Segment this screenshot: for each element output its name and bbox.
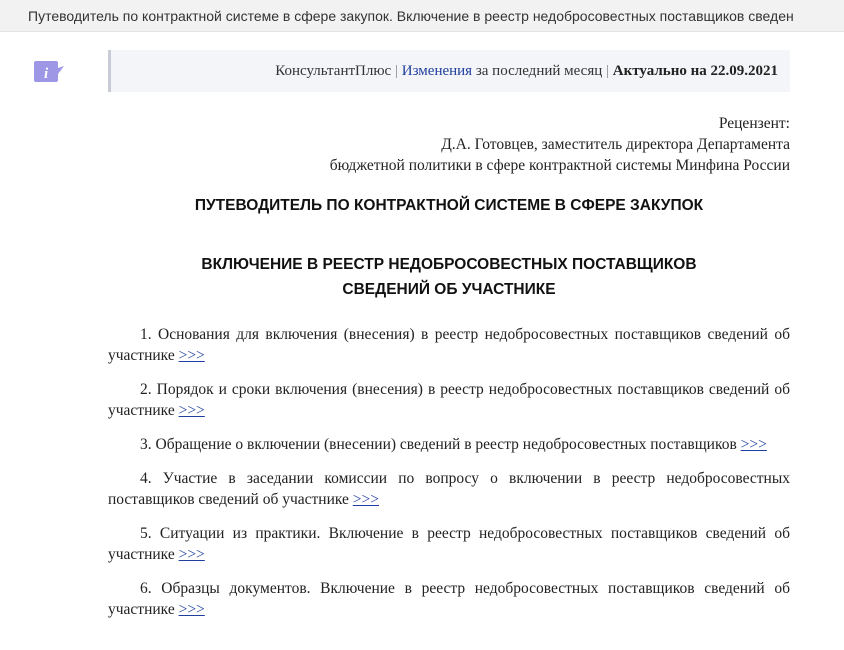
list-item-text: 3. Обращение о включении (внесении) сведений в реестр недобросовестных поставщиков [140,436,741,453]
list-item-link[interactable]: >>> [178,546,205,563]
list-item-text: 5. Ситуации из практики. Включение в реестр недобросовестных поставщиков сведений об участнике [108,525,790,563]
section-title-line-2: СВЕДЕНИЙ ОБ УЧАСТНИКЕ [342,281,556,298]
window-title: Путеводитель по контрактной системе в сфере закупок. Включение в реестр недобросовестных поставщиков сведен [0,0,844,32]
section-title [108,252,790,302]
list-item-link[interactable]: >>> [352,491,380,508]
separator: | [606,63,610,79]
reviewer-line-2: бюджетной политики в сфере контрактной системы Минфина России [329,157,790,174]
separator: | [394,63,398,79]
svg-text:i: i [44,66,49,82]
changes-link[interactable]: Изменения [401,63,473,79]
document-status-bar [108,50,790,92]
list-item [108,434,790,455]
section-title-line-1: ВКЛЮЧЕНИЕ В РЕЕСТР НЕДОБРОСОВЕСТНЫХ ПОСТАВЩИКОВ [201,256,697,273]
list-item [108,379,790,421]
changes-label: за последний месяц [475,63,603,79]
info-icon[interactable] [34,61,64,82]
list-item-text: 6. Образцы документов. Включение в реестр недобросовестных поставщиков сведений об участнике [108,580,790,618]
list-item-link[interactable]: >>> [178,601,205,618]
list-item-text: 1. Основания для включения (внесения) в реестр недобросовестных поставщиков сведений об участнике [108,326,790,364]
reviewer-label: Рецензент: [718,115,790,132]
list-item [108,523,790,565]
guide-title: ПУТЕВОДИТЕЛЬ ПО КОНТРАКТНОЙ СИСТЕМЕ В СФЕРЕ ЗАКУПОК [194,197,704,214]
contents-list [108,324,790,633]
actual-date: Актуально на 22.09.2021 [612,63,778,79]
list-item-link[interactable]: >>> [178,402,205,419]
list-item-text: 4. Участие в заседании комиссии по вопросу о включении в реестр недобросовестных поставщиков сведений об участнике [108,470,790,508]
reviewer-line-1: Д.А. Готовцев, заместитель директора Департамента [441,136,790,153]
brand-label: КонсультантПлюс [275,63,392,79]
list-item-link[interactable]: >>> [740,436,767,453]
list-item [108,578,790,620]
list-item [108,324,790,366]
list-item [108,468,790,510]
reviewer-block [330,113,790,176]
list-item-text: 2. Порядок и сроки включения (внесения) в реестр недобросовестных поставщиков сведений об участнике [108,381,790,419]
list-item-link[interactable]: >>> [178,347,205,364]
